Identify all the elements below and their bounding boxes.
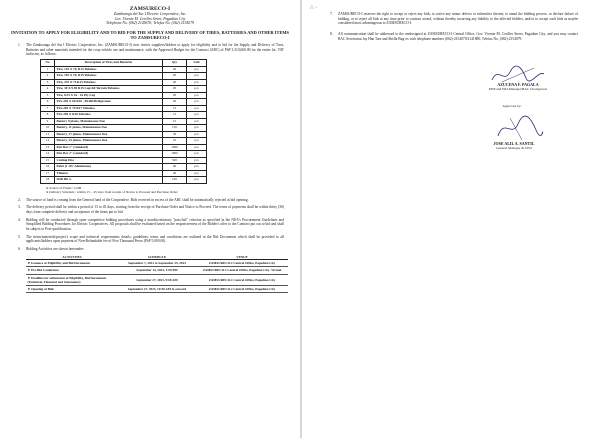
item-unit: pcs: [187, 86, 207, 93]
item-no: 15: [41, 157, 55, 164]
item-qty: 130: [163, 125, 187, 132]
item-no: 18: [41, 177, 55, 184]
schedule-row: [26, 285, 288, 292]
org-name: ZAMSURECO-I: [129, 6, 171, 12]
col-qty: Qty: [163, 60, 187, 67]
schedule-activity: ➤ Issuance of Eligibility and Bid Documents: [26, 260, 118, 267]
item-qty: 40: [163, 164, 187, 171]
invitation-title: INVITATION TO APPLY FOR ELIGIBILITY AND TO BID FOR THE SUPPLY AND DELIVERY OF TIRES, BATTERIES AND OTHER ITEMS TO ZAMSURECO-I: [11, 29, 289, 40]
schedule-row: [26, 267, 288, 274]
item-qty: 15: [163, 105, 187, 112]
signature-block-1: [458, 82, 578, 92]
schedule-venue: ZAMSURECO-I Central Office, Pagadian City: [196, 274, 288, 285]
paragraph-1: 1. The Zamboanga del Sur I Electric Cooperative, Inc. (ZAMSURECO-I) now invites suppliers/bidders to apply for eligibility and to bid for the Supply and Delivery of Tires, Batteries and other materials intended for the coop vehicle use and maintenance, with the Approved Budget for the Contract (ABC) of PhP 3,310,660.00 for the entire lot, VAT inclusive, as follows:: [18, 43, 284, 57]
signature-block-2: [464, 141, 564, 151]
item-qty: 500: [163, 157, 187, 164]
item-no: 8: [41, 112, 55, 119]
item-qty: 20: [163, 92, 187, 99]
col-schedule: SCHEDULE: [118, 254, 196, 260]
item-unit: pcs: [187, 177, 207, 184]
item-unit: pcs: [187, 66, 207, 73]
item-description: Battery, 11 plates, Maintenance free: [55, 125, 163, 132]
item-no: 11: [41, 131, 55, 138]
item-qty: 1000: [163, 144, 187, 151]
paragraph-5: 5. The items/materials/project's scope and technical requirements details, guidelines, terms and conditions are outlined in the Bid Documents which shall be provided to all applicants/bidders upon payment of Non-Refundable fee of Five Thousand Pesos (PhP 5,000.00).: [18, 234, 284, 244]
paragraph-7: 7. ZAMSURECO-I reserves the right to accept or reject any bids, to waive any minor defects or infirmities therein, to annul the bidding process, or declare failure of bidding, or to reject all bids at any time prior to contract award, without thereby incurring any liability to the affected bidders, and/or to accept such bids as maybe considered most advantageous to ZAMSURECO-I.: [330, 12, 578, 26]
item-description: Battery, 17 plates, Maintenance free: [55, 131, 163, 138]
schedule-row: [26, 274, 288, 285]
schedule-venue: ZAMSURECO-I Central Office, Pagadian City: [196, 285, 288, 292]
paragraph-2: 2. The source of fund is coming from the General fund of the Cooperative. Bids received in excess of the ABC shall be automatically rejected at bid opening.: [18, 197, 249, 202]
paragraph-3: 3. The delivery period shall be within a period of 15 to 45 days, starting from the receipt of Purchase Order and Notice to Proceed. The terms of payments shall be within thirty (30) days from complete delivery and acceptance of the items put to bid.: [18, 205, 284, 215]
items-table: [40, 59, 207, 184]
table-row: [41, 177, 207, 184]
item-no: 1: [41, 66, 55, 73]
item-description: Tire, 235 X 75 R15 Tubeless: [55, 79, 163, 86]
item-no: 9: [41, 118, 55, 125]
letterhead: [0, 6, 300, 26]
signatory-2-title: General Manager & CEO: [496, 146, 532, 151]
item-description: Tire 265 X 60 R18 , Pirelli/Bridgestone: [55, 99, 163, 106]
item-unit: pcs: [187, 118, 207, 125]
item-description: Tire 265 X 70 R17 Tubeless: [55, 105, 163, 112]
org-full-name: Zamboanga del Sur I Electric Cooperative, Inc.: [113, 12, 187, 17]
item-no: 10: [41, 125, 55, 132]
item-no: 7: [41, 105, 55, 112]
schedule-date: September 27, 2023, 9:00 AM: [118, 274, 196, 285]
item-description: Thinner: [55, 170, 163, 177]
schedule-venue: ZAMSURECO-I Central Office, Pagadian City- Virtual: [196, 267, 288, 274]
item-no: 16: [41, 164, 55, 171]
item-qty: 1000: [163, 151, 187, 158]
item-no: 2: [41, 73, 55, 80]
bullet-delivery-schedule: ➤ Delivery Schedule : within 15 – 45 days from receipt of Notice to Proceed and Purchase Order: [46, 190, 300, 195]
col-activities: ACTIVITIES: [26, 254, 118, 260]
item-qty: 20: [163, 86, 187, 93]
item-description: Battery, 25 plates, Maintenance free: [55, 138, 163, 145]
col-no: No: [41, 60, 55, 67]
item-qty: 15: [163, 118, 187, 125]
item-qty: 20: [163, 66, 187, 73]
item-description: Drill Bit ¼: [55, 177, 163, 184]
item-unit: pcs: [187, 112, 207, 119]
item-qty: 10: [163, 138, 187, 145]
item-description: Cutting Disc: [55, 157, 163, 164]
item-qty: 40: [163, 170, 187, 177]
item-description: Tire, 8.25 X 16 - 16 Ply Lug: [55, 92, 163, 99]
item-unit: pcs: [187, 92, 207, 99]
org-phone: Telephone No. (062) 2145676; Telefax No. (062) 2154079: [106, 21, 194, 26]
paragraph-6: 6. Bidding Activities are shown hereunder:: [18, 247, 85, 252]
item-no: 6: [41, 99, 55, 106]
paragraph-8: 8. All communication shall be addressed to the undersigned at ZAMSURECO-I Central Office, Gov. Vicente M. Cerilles Street, Pagadian City, and you may contact BAC Secretariat Jay Han Tare and Shella Bug-os with telephone numbers (062)-2154079/2141880; Telefax No. (062)-2154079.: [330, 32, 578, 41]
item-unit: pcs: [187, 144, 207, 151]
item-description: Battery 9 plates, Maintenance free: [55, 118, 163, 125]
item-unit: pcs: [187, 157, 207, 164]
bidding-schedule-table: [26, 254, 288, 293]
schedule-row: [26, 260, 288, 267]
bullet-source-of-funds: ➤ Source of Funds : COB: [46, 186, 300, 191]
col-unit: Unit: [187, 60, 207, 67]
item-no: 5: [41, 92, 55, 99]
schedule-activity: ➤ Deadline for submission of Eligibility, Bid Documents (Technical, Financial and Statements): [26, 274, 118, 285]
item-no: 3: [41, 79, 55, 86]
col-venue: VENUE: [196, 254, 288, 260]
item-description: Tire 205 X R16 Tubeless: [55, 112, 163, 119]
item-unit: pcs: [187, 151, 207, 158]
item-description: Tire, 195 X 70, R15 Tubeless: [55, 73, 163, 80]
item-qty: 20: [163, 99, 187, 106]
item-unit: pcs: [187, 73, 207, 80]
schedule-date: September 14, 2023, 1:00 PM: [118, 267, 196, 274]
item-description: Paint (1 /PC Aluminum): [55, 164, 163, 171]
item-unit: pcs: [187, 164, 207, 171]
item-unit: pcs: [187, 105, 207, 112]
approved-by-label: Approved by:: [502, 104, 522, 108]
item-unit: pcs: [187, 170, 207, 177]
item-unit: pcs: [187, 99, 207, 106]
item-description: Flat Bar 1" (standard): [55, 144, 163, 151]
col-description: Description of Tires and Batteries: [55, 60, 163, 67]
item-unit: pcs: [187, 138, 207, 145]
signatory-1-title: EDP and ISD Manager/BAC Chairperson: [488, 87, 548, 92]
item-unit: pcs: [187, 125, 207, 132]
item-description: Tire, 145 X 70, R13 Tubeless: [55, 66, 163, 73]
item-unit: pcs: [187, 79, 207, 86]
paragraph-4: 4. Bidding will be conducted through open competitive bidding procedures using a nondiscretionary "pass/fail" criterion as specified in the NEA's Procurement Guidelines and Simplified Bidding Procedures for Electric Cooperatives. All proposals shall be evaluated based on the responsiveness of the Bidder's offer to the Contract put out to bid and shall be subject to Post-qualification.: [18, 217, 284, 232]
signatory-1-name: AZUCENA F. PAGALA: [497, 82, 539, 87]
right-document-page: [302, 0, 600, 438]
schedule-venue: ZAMSURECO-I Central Office, Pagadian City: [196, 260, 288, 267]
item-qty: 20: [163, 73, 187, 80]
item-no: 17: [41, 170, 55, 177]
schedule-activity: ➤ Pre-Bid Conference: [26, 267, 118, 274]
schedule-activity: ➤ Opening of Bids: [26, 285, 118, 292]
item-no: 4: [41, 86, 55, 93]
signature-2-scribble: [492, 112, 548, 142]
item-no: 12: [41, 138, 55, 145]
item-no: 13: [41, 144, 55, 151]
item-description: Flat Bar 2" (standard): [55, 151, 163, 158]
item-qty: 30: [163, 131, 187, 138]
signatory-2-name: JOSE ALIL A. SANTIL: [493, 141, 535, 146]
fund-delivery-bullets: [46, 186, 300, 195]
item-qty: 100: [163, 177, 187, 184]
schedule-date: September 27, 2023, 10:00 AM & onward: [118, 285, 196, 292]
item-no: 14: [41, 151, 55, 158]
item-description: Tire, 30 X 9.50 R15 Lug/All Terrain Tubeless: [55, 86, 163, 93]
schedule-date: September 7, 2023 to September 25, 2023: [118, 260, 196, 267]
item-qty: 20: [163, 79, 187, 86]
item-unit: pcs: [187, 131, 207, 138]
org-address: Gov. Vicente M. Cerilles Street, Pagadian City: [114, 16, 186, 21]
scan-marks: ∴ ·: [310, 5, 318, 11]
item-qty: 15: [163, 112, 187, 119]
